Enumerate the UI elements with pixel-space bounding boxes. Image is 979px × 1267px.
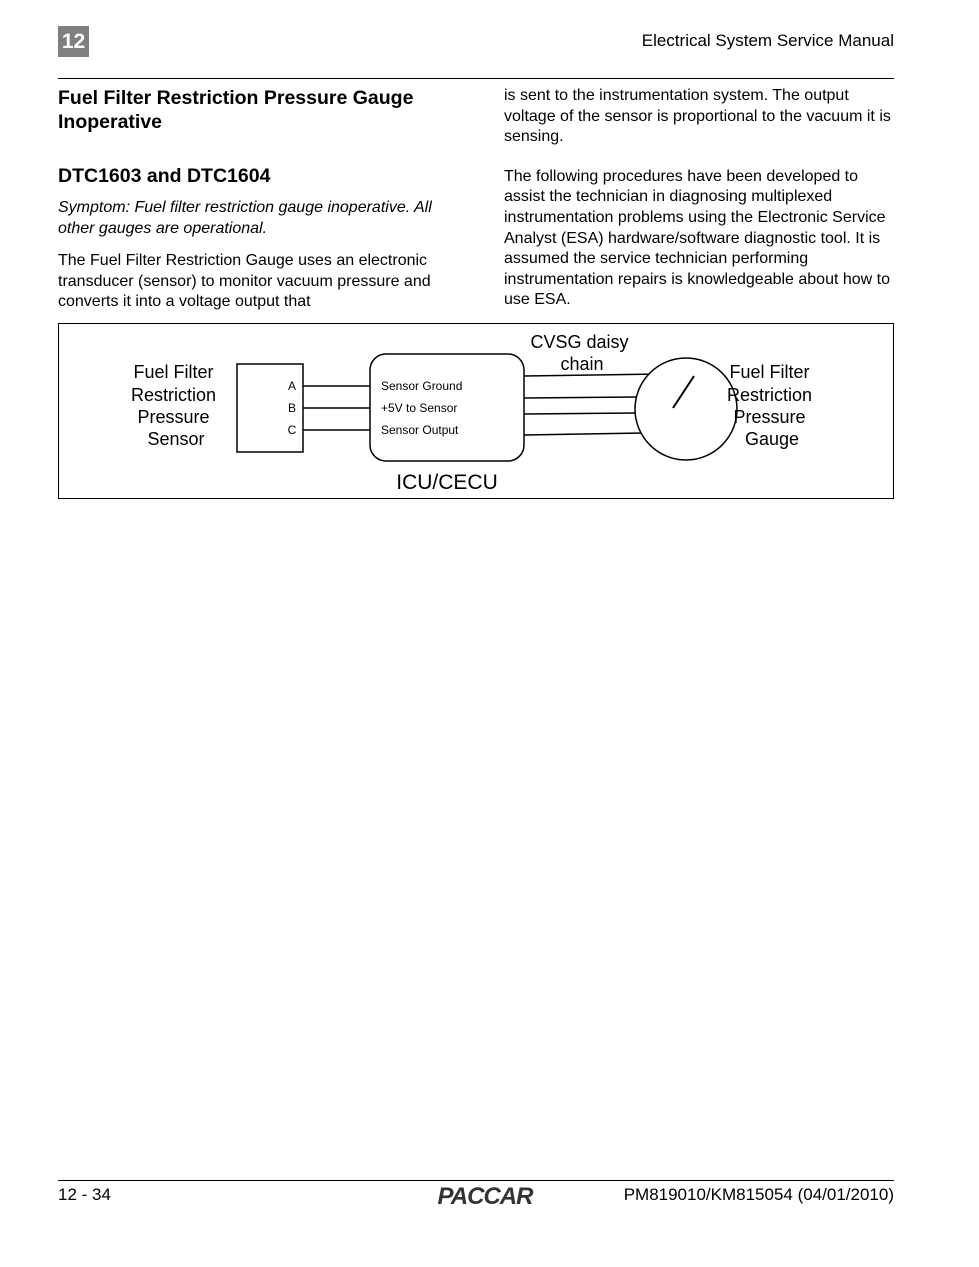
- sensor-label-line-3: Pressure: [137, 407, 210, 427]
- daisy-chain-label: [530, 332, 633, 374]
- symptom-text: Symptom: Fuel filter restriction gauge inoperative. All other gauges are operational.: [58, 199, 432, 237]
- right-column: [504, 86, 894, 311]
- pin-c-label: C: [287, 423, 297, 437]
- daisy-chain-wire-4: [524, 433, 645, 435]
- header-rule: [58, 78, 894, 79]
- sensor-label-line-4: Sensor: [147, 429, 205, 449]
- document-number: PM819010/KM815054 (04/01/2010): [623, 1185, 894, 1204]
- icu-signal-ground: Sensor Ground: [381, 379, 463, 393]
- icu-label: ICU/CECU: [396, 471, 498, 494]
- page-number: 12 - 34: [58, 1185, 111, 1204]
- body-paragraph: The Fuel Filter Restriction Gauge uses an electronic transducer (sensor) to monitor vacuum pressure and converts it into a voltage output that: [58, 252, 431, 311]
- pin-b-label: B: [287, 401, 297, 415]
- icu-signal-output: Sensor Output: [381, 423, 459, 437]
- procedure-paragraph: The following procedures have been developed to assist the technician in diagnosing multiplexed instrumentation problems using the Electronic Service Analyst (ESA) hardware/software diagnostic tool. It is assumed the service technician performing instrumentation repairs is knowledgeable about how to use ESA.: [504, 167, 891, 309]
- left-column: [58, 86, 448, 313]
- sensor-label-line-2: Restriction: [130, 385, 217, 405]
- daisy-chain-label-line-1: CVSG daisy: [530, 332, 629, 352]
- sensor-label-line-1: Fuel Filter: [133, 362, 214, 382]
- chapter-badge: 12: [58, 26, 89, 57]
- body-paragraph-continued: is sent to the instrumentation system. The output voltage of the sensor is proportional to the vacuum it is sensing.: [504, 87, 891, 146]
- gauge-label: [727, 362, 817, 449]
- daisy-chain-label-line-2: chain: [560, 354, 604, 374]
- daisy-chain-wire-1: [524, 374, 665, 376]
- icu-signal-5v: +5V to Sensor: [381, 401, 458, 415]
- daisy-chain-wire-2: [524, 397, 639, 398]
- wiring-diagram: [58, 323, 894, 499]
- gauge-label-line-1: Fuel Filter: [729, 362, 810, 382]
- sensor-label: [131, 362, 221, 449]
- footer-rule: [58, 1180, 894, 1181]
- dtc-title: DTC1603 and DTC1604: [58, 165, 271, 187]
- daisy-chain-wire-3: [524, 413, 637, 414]
- gauge-label-line-3: Pressure: [733, 407, 806, 427]
- gauge-label-line-2: Restriction: [726, 385, 813, 405]
- gauge-label-line-4: Gauge: [744, 429, 800, 449]
- paccar-logo-text: PACCAR: [437, 1183, 533, 1209]
- section-title: Fuel Filter Restriction Pressure Gauge Inoperative: [58, 87, 414, 133]
- manual-title: Electrical System Service Manual: [641, 31, 894, 50]
- gauge-dial: [635, 358, 737, 460]
- pin-a-label: A: [287, 379, 297, 393]
- paccar-logo: [432, 1183, 538, 1209]
